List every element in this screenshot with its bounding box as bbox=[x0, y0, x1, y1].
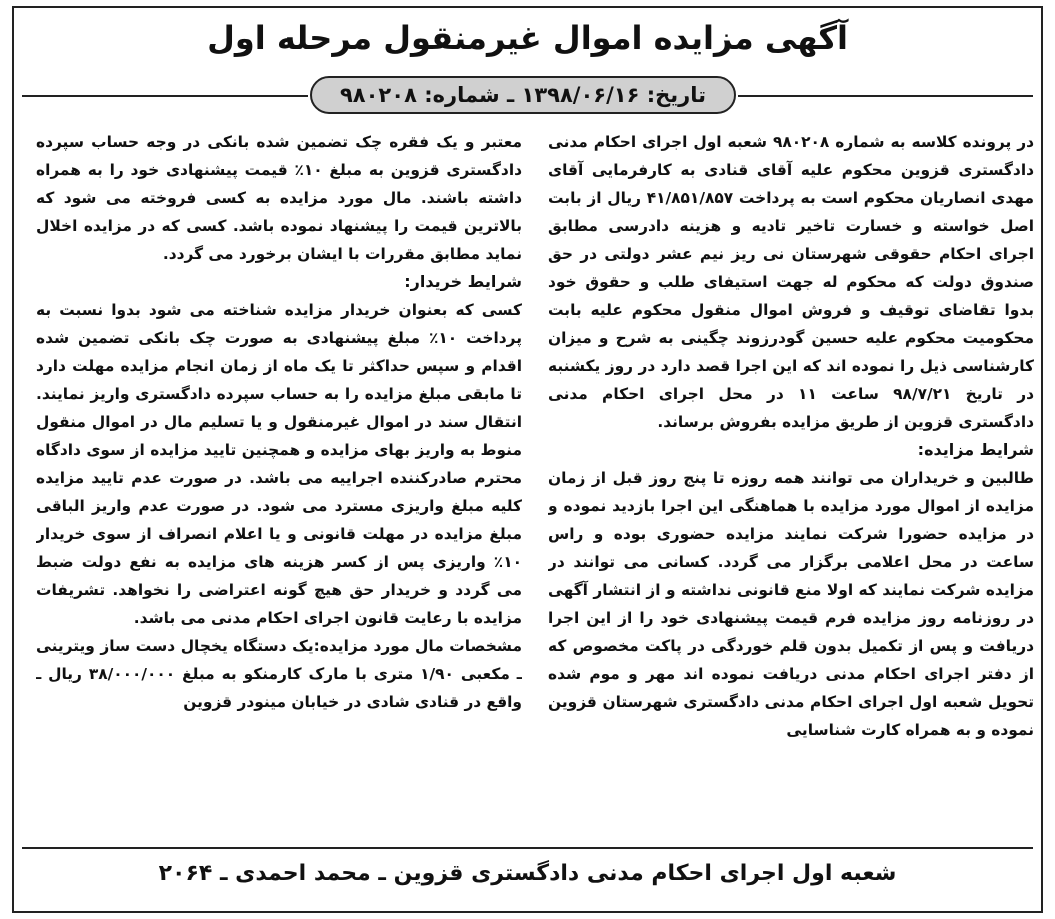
right-paragraph-2: طالبین و خریداران می توانند همه روزه تا پنج روز قبل از زمان مزایده از اموال مورد مزایده با هماهنگی این اجرا بازدید نموده و در مزایده حضورا شرکت نمایند مزایده حضوری بوده و راس ساعت در محل اعلامی برگزار می گردد. کسانی می توانند در مزایده شرکت نمایند که اولا منع قانونی نداشته و از انتشار آگهی در روزنامه روز مزایده فرم قیمت پیشنهادی خود را از این اجرا دریافت و پس از تکمیل بدون قلم خوردگی در پاکت مخصوص که از دفتر اجرای احکام مدنی دریافت نموده اند مهر و موم شده تحویل شعبه اول اجرای احکام مدنی دادگستری شهرستان قزوین نموده و به همراه کارت شناسایی bbox=[548, 469, 1034, 739]
left-paragraph-2: کسی که بعنوان خریدار مزایده شناخته می شود بدوا نسبت به پرداخت ۱۰٪ مبلغ پیشنهادی به صورت چک بانکی تضمین شده اقدام و سپس حداکثر تا یک ماه از زمان انجام مزایده مهلت دارد تا مابقی مبلغ مزایده را به حساب سپرده دادگستری واریز نمایند. انتقال سند در اموال غیرمنقول و یا تسلیم مال در اموال منقول منوط به واریز بهای مزایده و همچنین تایید مزایده از سوی دادگاه محترم صادرکننده اجراییه می باشد. در صورت عدم تایید مزایده کلیه مبلغ واریزی مسترد می شود. در صورت عدم واریز الباقی مبلغ مزایده در مهلت قانونی و یا اعلام انصراف از سوی خریدار ۱۰٪ واریزی پس از کسر هزینه های مزایده به نفع دولت ضبط می گردد و خریدار حق هیچ گونه اعتراضی را نخواهد. تشریفات مزایده با رعایت قانون اجرای احکام مدنی می باشد. bbox=[36, 301, 522, 627]
buyer-conditions-heading: شرایط خریدار: bbox=[404, 272, 522, 291]
left-paragraph-1: معتبر و یک فقره چک تضمین شده بانکی در وجه حساب سپرده دادگستری قزوین به مبلغ ۱۰٪ قیمت پیشنهادی خود را به همراه داشته باشند. مال مورد مزایده به کسی فروخته می شود که بالاترین قیمت را پیشنهاد نموده باشد. کسی که در مزایده اخلال نماید مطابق مقررات با ایشان برخورد می گردد. bbox=[36, 133, 522, 263]
notice-title: آگهی مزایده اموال غیرمنقول مرحله اول bbox=[207, 19, 848, 57]
header-rule-right bbox=[738, 95, 1033, 97]
right-column bbox=[548, 128, 1034, 840]
auction-conditions-heading: شرایط مزایده: bbox=[917, 440, 1034, 459]
left-paragraph-3 bbox=[36, 632, 522, 716]
property-specs-text: یک دستگاه یخچال دست ساز ویترینی ـ مکعبی ۱/۹۰ متری با مارک کارمنکو به مبلغ ۳۸/۰۰۰/۰۰۰ ریال ـ واقع در قنادی شادی در خیابان مینودر قزوین bbox=[36, 637, 522, 711]
date-number-badge: تاریخ: ۱۳۹۸/۰۶/۱۶ ـ شماره: ۹۸۰۲۰۸ bbox=[310, 76, 736, 114]
notice-footer: شعبه اول اجرای احکام مدنی دادگستری قزوین ـ محمد احمدی ـ ۲۰۶۴ bbox=[158, 861, 897, 886]
left-column bbox=[36, 128, 522, 840]
property-specs-heading: مشخصات مال مورد مزایده: bbox=[313, 637, 522, 655]
header-rule-left bbox=[22, 95, 308, 97]
footer-rule bbox=[22, 847, 1033, 849]
right-paragraph-1: در پرونده کلاسه به شماره ۹۸۰۲۰۸ شعبه اول اجرای احکام مدنی دادگستری قزوین محکوم علیه آقای قنادی به کارفرمایی آقای مهدی انصاریان محکوم است به پرداخت ۴۱/۸۵۱/۸۵۷ ریال از بابت اصل خواسته و خسارت تاخیر تادیه و هزینه دادرسی مطابق اجرای احکام حقوقی شهرستان نی ریز نیم عشر دولتی در حق صندوق دولت که محکوم له جهت استیفای طلب و حقوق خود بدوا تقاضای توقیف و فروش اموال منقول محکوم علیه بابت محکومیت محکوم علیه حسین گودرزوند چگینی به شرح و میزان کارشناسی ذیل را نموده اند که این اجرا قصد دارد در روز یکشنبه در تاریخ ۹۸/۷/۲۱ ساعت ۱۱ در محل اجرای احکام مدنی دادگستری قزوین از طریق مزایده بفروش برساند. bbox=[548, 133, 1034, 431]
